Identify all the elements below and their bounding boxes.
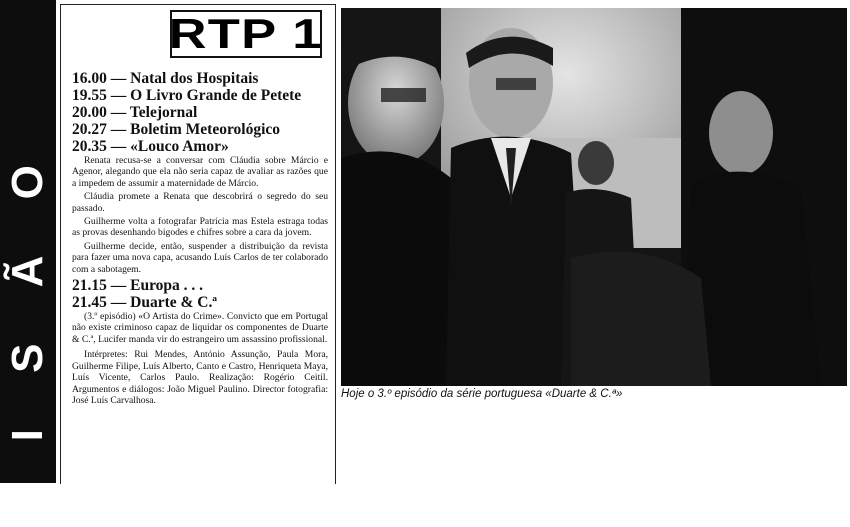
photo-caption: Hoje o 3.º episódio da série portuguesa «Duarte & C.ª» bbox=[341, 388, 623, 400]
listing-item: 20.27 — Boletim Meteorológico bbox=[72, 121, 281, 138]
listing-time: 21.45 bbox=[72, 294, 107, 312]
listing-title: Europa . . . bbox=[130, 277, 204, 295]
listing-title: «Louco Amor» bbox=[130, 138, 229, 155]
listing-item: 20.00 — Telejornal bbox=[72, 104, 198, 121]
listing-item: 16.00 — Natal dos Hospitais bbox=[72, 70, 259, 87]
programme-listing bbox=[72, 70, 328, 408]
listing-time: 19.55 bbox=[72, 87, 107, 104]
listing-time: 20.27 bbox=[72, 121, 107, 138]
listing-title: Telejornal bbox=[129, 104, 198, 121]
listing-item: 19.55 — O Livro Grande de Petete bbox=[72, 87, 302, 104]
listing-time: 20.00 bbox=[72, 104, 107, 121]
synopsis-paragraph: Cláudia promete a Renata que descobrirá o segredo do seu passado. bbox=[72, 191, 328, 214]
synopsis-paragraph: (3.º episódio) «O Artista do Crime». Convicto que em Portugal não existe criminoso capaz de liquidar os componentes de Duarte & C.ª, Lucifer manda vir do estrangeiro um assassino profissional. bbox=[72, 311, 328, 345]
channel-logo-text: RTP 1 bbox=[168, 10, 324, 57]
section-strip bbox=[0, 0, 56, 527]
listing-time: 16.00 bbox=[72, 70, 107, 87]
episode-photo-image bbox=[341, 8, 847, 386]
listing-item: 21.15 — Europa . . . bbox=[72, 277, 204, 295]
listing-item: 20.35 — «Louco Amor» bbox=[72, 138, 229, 155]
listing-title: Natal dos Hospitais bbox=[130, 70, 259, 87]
listing-item: 21.45 — Duarte & C.ª bbox=[72, 294, 217, 312]
episode-photo bbox=[341, 8, 847, 386]
listing-title: Boletim Meteorológico bbox=[130, 121, 281, 138]
synopsis-paragraph: Renata recusa-se a conversar com Cláudia sobre Márcio e Agenor, alegando que ela não seria capaz de avaliar as razões que a impedem de assumir a maternidade de Márcio. bbox=[72, 155, 328, 189]
section-word: V I S Ã O bbox=[3, 143, 52, 527]
listing-time: 20.35 bbox=[72, 138, 107, 155]
listing-title: Duarte & C.ª bbox=[130, 294, 217, 312]
synopsis-paragraph: Guilherme volta a fotografar Patrícia mas Estela estraga todas as provas desenhando bigodes e chifres sobre a cara da jovem. bbox=[72, 216, 328, 239]
channel-logo bbox=[170, 10, 322, 58]
listing-time: 21.15 bbox=[72, 277, 107, 295]
synopsis-paragraph: Guilherme decide, então, suspender a distribuição da revista para fazer uma nova capa, acusando Luís Carlos de ter colaborado com a sabotagem. bbox=[72, 240, 328, 275]
listing-title: O Livro Grande de Petete bbox=[130, 87, 302, 104]
credits-paragraph: Intérpretes: Rui Mendes, António Assunção, Paula Mora, Guilherme Filipe, Luís Alberto, Canto e Castro, Henriqueta Maya, Luís Vicente, Carlos Paulo. Realização: Rogério Ceitil. Argumentos e diálogos: João Miguel Paulino. Director fotografia: José Luís Carvalhosa. bbox=[72, 349, 328, 406]
